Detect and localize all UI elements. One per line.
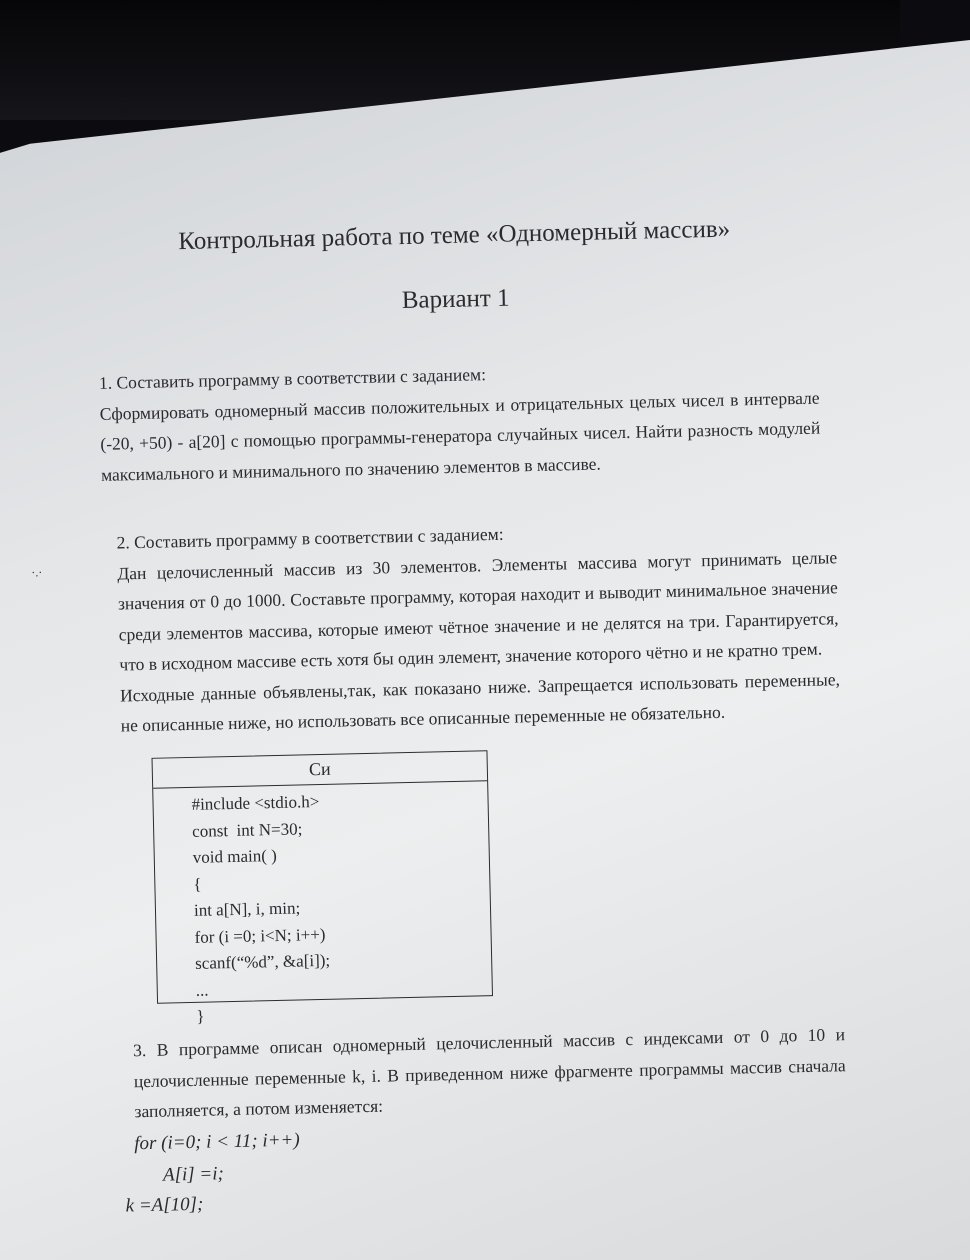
task-2-text: Дан целочисленный массив из 30 элементов. Элементы массива могут принимать целые значения от 0 до 1000. Составьте программу, которая находит и выводит минимальное значение среди элементов массива, которые имеют чётное значение и не делятся на три. Гарантируется, что в исходном массиве есть хотя бы один элемент, значение которого чётно и не кратно трем.	[117, 546, 839, 675]
code-body	[153, 781, 492, 1031]
task-1-text: Сформировать одномерный массив положительных и отрицательных целых чисел в интервале (-20, +50) - a[20] с помощью программы-генератора случайных чисел. Найти разность модулей максимального и минимального по значению элементов в массиве.	[99, 387, 821, 485]
code-line: }	[196, 1006, 205, 1026]
code-line: {	[193, 874, 202, 894]
code-line: for (i =0; i<N; i++)	[194, 924, 326, 947]
code-line: int a[N], i, min;	[193, 898, 301, 920]
task-3-text: 3. В программе описан одномерный целочисленный массив с индексами от 0 до 10 и целочисленные переменные k, i. В приведенном ниже фрагменте программы массив сначала заполняется, а потом изменяется:	[132, 1024, 846, 1122]
task-3-code-line: for (i=0; i < 11; i++)	[134, 1129, 300, 1155]
code-table	[152, 750, 493, 1026]
code-line: ...	[195, 980, 209, 1000]
task-2-heading: 2. Составить программу в соответствии с заданием:	[116, 523, 504, 553]
task-2	[116, 511, 841, 741]
task-1-heading: 1. Составить программу в соответствии с заданием:	[98, 364, 487, 393]
variant-heading: Вариант 1	[401, 284, 510, 315]
margin-mark: ·.·	[31, 565, 43, 580]
code-table-header: Си	[153, 751, 488, 789]
code-line: void main( )	[192, 845, 278, 867]
code-line: scanf(“%d”, &a[i]);	[194, 950, 331, 973]
task-3-code-line: A[i] =i;	[162, 1163, 225, 1186]
code-line: const int N=30;	[191, 818, 303, 841]
code-line: #include <stdio.h>	[191, 792, 320, 814]
task-3-code-line: k =A[10];	[125, 1193, 204, 1217]
task-2-text-2: Исходные данные объявлены,так, как показано ниже. Запрещается использовать переменные, не описанные ниже, но использовать все описанные переменные не обязательно.	[119, 668, 841, 736]
task-3	[133, 1019, 847, 1127]
document-title: Контрольная работа по теме «Одномерный массив»	[178, 215, 731, 256]
task-1	[99, 352, 822, 490]
